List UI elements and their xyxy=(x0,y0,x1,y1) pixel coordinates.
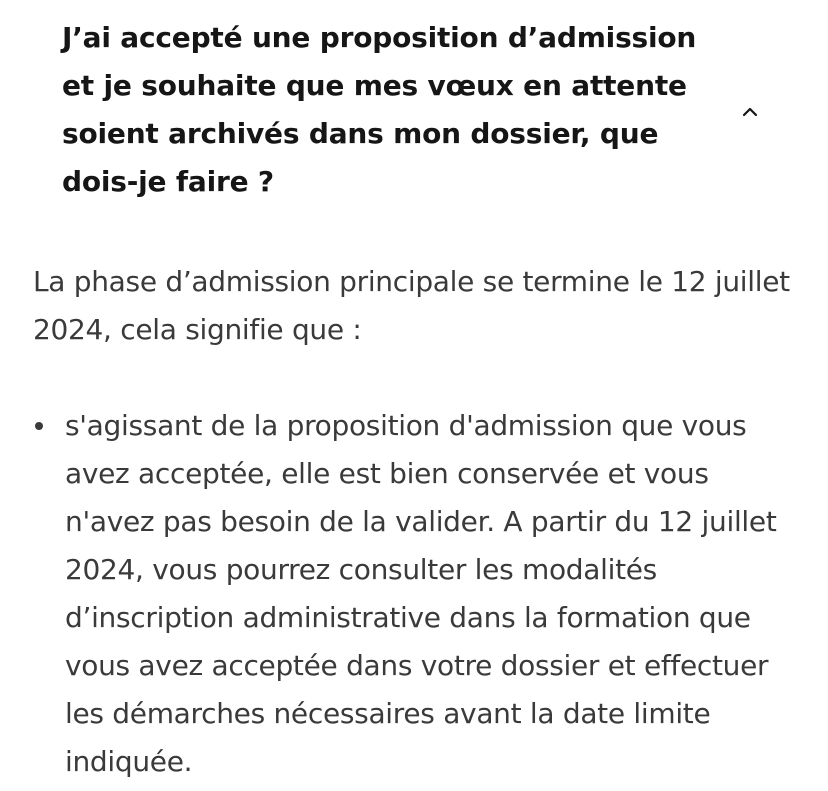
accordion-title[interactable]: J’ai accepté une proposition d’admission et je souhaite que mes vœux en attente soient archivés dans mon dossier, que dois-je faire ? xyxy=(62,21,697,198)
intro-paragraph: La phase d’admission principale se termine le 12 juillet 2024, cela signifie que : xyxy=(33,265,790,346)
list-item xyxy=(33,402,803,786)
bullet-list xyxy=(33,402,803,786)
bullet-dot xyxy=(35,422,43,430)
list-item-text: s'agissant de la proposition d'admission que vous avez acceptée, elle est bien conservée et vous n'avez pas besoin de la valider. A partir du 12 juillet 2024, vous pourrez consulter les modalités d’inscription administrative dans la formation que vous avez acceptée dans votre dossier et effectuer les démarches nécessaires avant la date limite indiquée. xyxy=(65,409,777,778)
chevron-up-icon[interactable] xyxy=(738,100,762,124)
accordion-header[interactable] xyxy=(62,14,772,214)
accordion-content xyxy=(33,258,803,778)
